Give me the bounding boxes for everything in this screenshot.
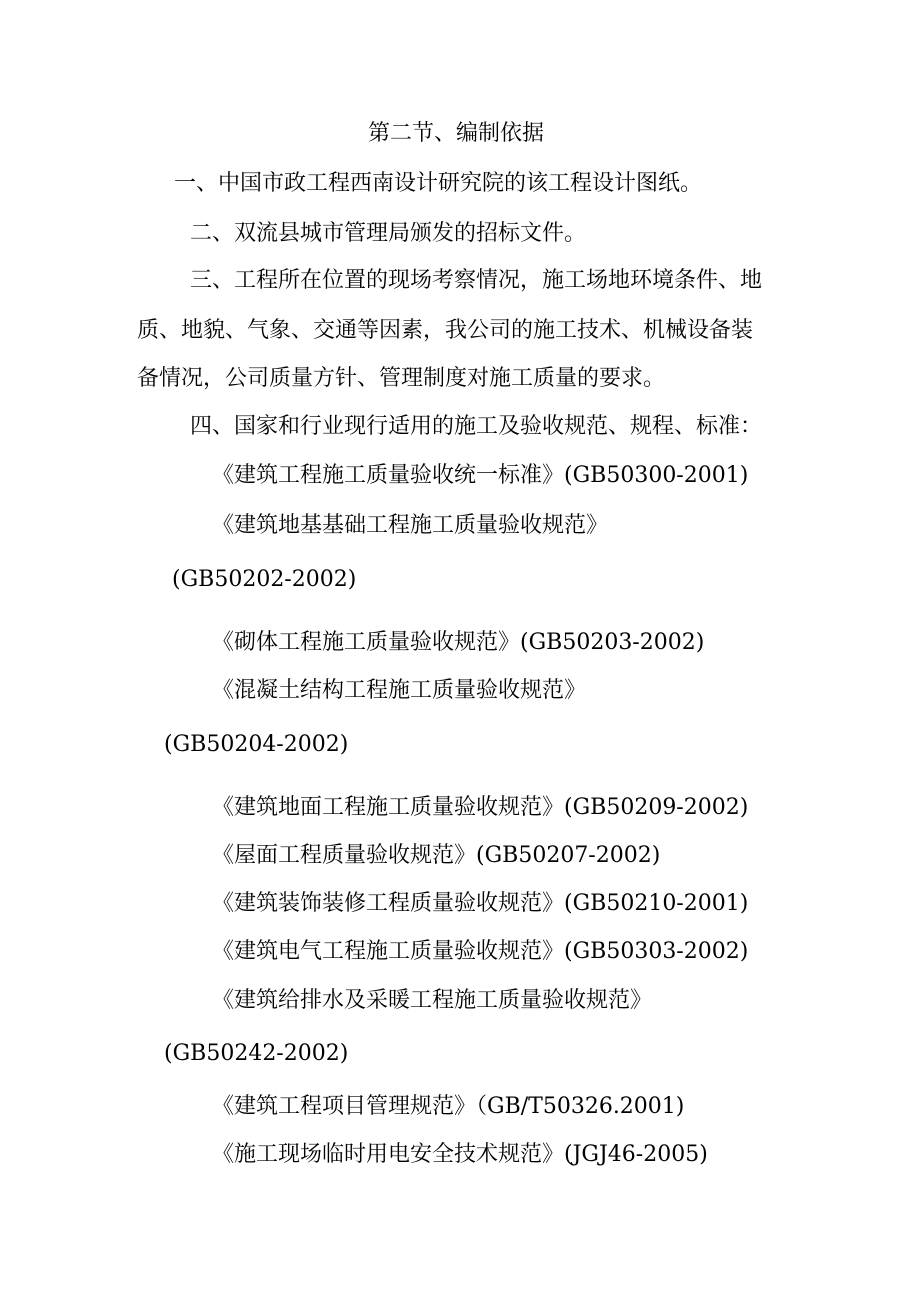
standard-item: 《建筑工程施工质量验收统一标准》(GB50300-2001) [212, 463, 749, 488]
standard-code: (GB50202-2002) [172, 567, 357, 592]
basis-item-1: 一、中国市政工程西南设计研究院的该工程设计图纸。 [174, 171, 703, 196]
standard-item: 《施工现场临时用电安全技术规范》(JGJ46-2005) [212, 1142, 708, 1167]
basis-item-3-line-3: 备情况，公司质量方针、管理制度对施工质量的要求。 [137, 366, 666, 391]
section-title: 第二节、编制依据 [368, 121, 545, 146]
standard-code: (GB50242-2002) [164, 1041, 349, 1066]
standard-code: (GB50204-2002) [164, 732, 349, 757]
standard-item: 《建筑电气工程施工质量验收规范》(GB50303-2002) [212, 939, 749, 964]
basis-item-3-line-2: 质、地貌、气象、交通等因素，我公司的施工技术、机械设备装 [137, 318, 754, 343]
standard-item: 《建筑地基基础工程施工质量验收规范》 [212, 513, 609, 538]
standard-item: 《建筑地面工程施工质量验收规范》(GB50209-2002) [212, 795, 749, 820]
basis-item-3-line-1: 三、工程所在位置的现场考察情况，施工场地环境条件、地 [190, 268, 763, 293]
standard-item: 《建筑工程项目管理规范》（GB/T50326.2001) [212, 1094, 685, 1119]
basis-item-4: 四、国家和行业现行适用的施工及验收规范、规程、标准： [190, 414, 763, 439]
standard-item: 《建筑装饰装修工程质量验收规范》(GB50210-2001) [212, 891, 749, 916]
standard-item: 《混凝土结构工程施工质量验收规范》 [212, 678, 587, 703]
standard-item: 《屋面工程质量验收规范》(GB50207-2002) [212, 843, 661, 868]
standard-item: 《砌体工程施工质量验收规范》(GB50203-2002) [212, 630, 705, 655]
basis-item-2: 二、双流县城市管理局颁发的招标文件。 [190, 221, 587, 246]
standard-item: 《建筑给排水及采暖工程施工质量验收规范》 [212, 988, 653, 1013]
